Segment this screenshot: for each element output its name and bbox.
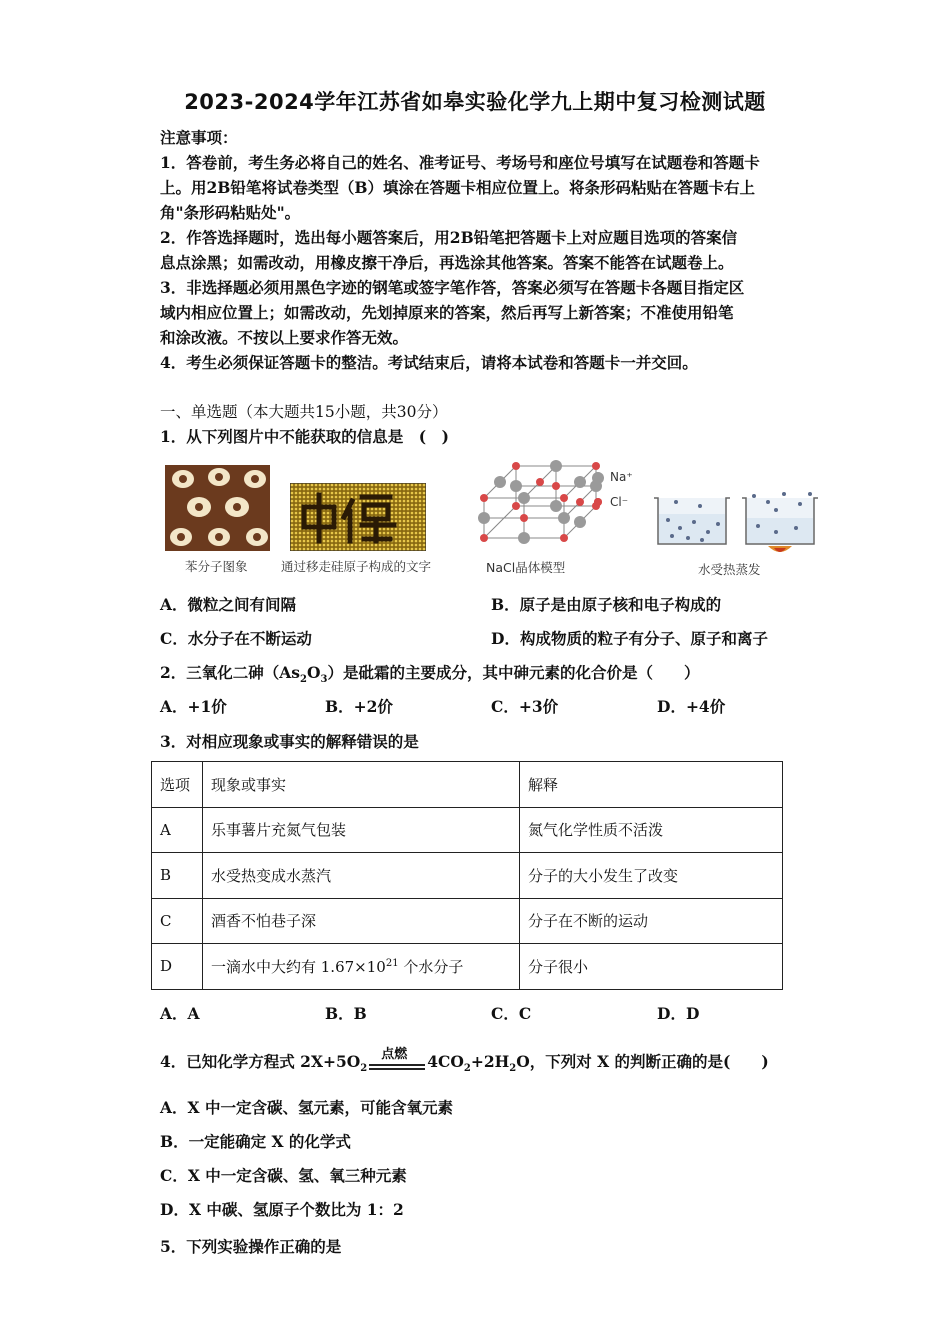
table-row — [152, 807, 783, 853]
question-5-stem: 5．下列实验操作正确的是 — [160, 1237, 342, 1256]
water-evaporation-image — [650, 488, 825, 560]
q3-option-a[interactable]: A．A — [160, 1004, 200, 1023]
q3-table — [151, 761, 783, 990]
q1-option-a[interactable]: A．微粒之间有间隔 — [160, 595, 297, 614]
question-3-stem: 3．对相应现象或事实的解释错误的是 — [160, 732, 419, 751]
table-cell: A — [152, 807, 203, 853]
table-cell: 氮气化学性质不活泼 — [520, 807, 783, 853]
figure-caption: 苯分子图象 — [185, 559, 248, 574]
notice-line: 3．非选择题必须用黑色字迹的钢笔或签字笔作答，答案必须写在答题卡各题目指定区 — [160, 278, 745, 297]
legend-cl-label: Cl⁻ — [610, 495, 629, 509]
table-cell: 一滴水中大约有 $1.67\times 10^{21}$ 个水分子 — [203, 944, 520, 990]
table-row — [152, 898, 783, 944]
benzene-image — [165, 465, 270, 551]
notice-line: 1．答卷前，考生务必将自己的姓名、准考证号、考场号和座位号填写在试题卷和答题卡 — [160, 153, 760, 172]
figure-caption: 水受热蒸发 — [698, 562, 761, 577]
q4-option-d[interactable]: D．X 中碳、氢原子个数比为 1：2 — [160, 1200, 404, 1219]
table-cell: 酒香不怕巷子深 — [203, 898, 520, 944]
notice-line: 2．作答选择题时，选出每小题答案后，用2B铅笔把答题卡上对应题目选项的答案信 — [160, 228, 738, 247]
section-heading: 一、单选题（本大题共15小题，共30分） — [160, 403, 448, 421]
table-cell: 分子在不断的运动 — [520, 898, 783, 944]
table-row — [152, 944, 783, 990]
notice-line: 息点涂黑；如需改动，用橡皮擦干净后，再选涂其他答案。答案不能答在试题卷上。 — [160, 253, 734, 272]
table-cell: B — [152, 853, 203, 899]
notice-heading: 注意事项： — [160, 128, 238, 147]
table-cell: 水受热变成水蒸汽 — [203, 853, 520, 899]
table-row — [152, 853, 783, 899]
notice-line: 4．考生必须保证答题卡的整洁。考试结束后，请将本试卷和答题卡一并交回。 — [160, 353, 698, 372]
q2-option-b[interactable]: B．+2价 — [325, 697, 393, 716]
question-2-stem: 2．三氧化二砷$(As_2O_3)$是砒霜的主要成分，其中砷元素的化合价是（ ） — [160, 663, 700, 686]
q2-option-a[interactable]: A．+1价 — [160, 697, 227, 716]
q4-option-a[interactable]: A．X 中一定含碳、氢元素，可能含氧元素 — [160, 1098, 453, 1117]
q3-option-b[interactable]: B．B — [325, 1004, 367, 1023]
legend-na-label: Na⁺ — [610, 470, 633, 484]
table-cell: 分子的大小发生了改变 — [520, 853, 783, 899]
question-1-stem: 1．从下列图片中不能获取的信息是 ( ) — [160, 427, 449, 446]
notice-line: 角"条形码粘贴处"。 — [160, 203, 301, 222]
q2-option-c[interactable]: C．+3价 — [491, 697, 559, 716]
q1-option-b[interactable]: B．原子是由原子核和电子构成的 — [491, 595, 722, 614]
table-header-cell: 现象或事实 — [203, 762, 520, 808]
notice-line: 上。用2B铅笔将试卷类型（B）填涂在答题卡相应位置上。将条形码粘贴在答题卡右上 — [160, 178, 755, 197]
q3-option-d[interactable]: D．D — [657, 1004, 700, 1023]
notice-line: 域内相应位置上；如需改动，先划掉原来的答案，然后再写上新答案；不准使用铅笔 — [160, 303, 734, 322]
q4-option-b[interactable]: B．一定能确定 X 的化学式 — [160, 1132, 351, 1151]
notice-line: 和涂改液。不按以上要求作答无效。 — [160, 328, 409, 347]
q4-option-c[interactable]: C．X 中一定含碳、氢、氧三种元素 — [160, 1166, 407, 1185]
page-title: 2023-2024学年江苏省如皋实验化学九上期中复习检测试题 — [184, 90, 766, 114]
table-header-cell: 解释 — [520, 762, 783, 808]
table-header-cell: 选项 — [152, 762, 203, 808]
q3-option-c[interactable]: C．C — [491, 1004, 532, 1023]
figure-caption: NaCl晶体模型 — [486, 560, 566, 575]
table-header-row — [152, 762, 783, 808]
table-cell: D — [152, 944, 203, 990]
table-cell: C — [152, 898, 203, 944]
reaction-condition: 点燃 — [369, 1053, 425, 1073]
table-cell: 分子很小 — [520, 944, 783, 990]
question-4-stem: 4．已知化学方程式 $2X+5O_2$ 点燃 $4CO_2+2H_2O$，下列对 X 的判断正确的是( ) — [160, 1047, 769, 1075]
q1-option-c[interactable]: C．水分子在不断运动 — [160, 629, 312, 648]
table-cell: 乐事薯片充氮气包装 — [203, 807, 520, 853]
q2-option-d[interactable]: D．+4价 — [657, 697, 726, 716]
figure-caption: 通过移走硅原子构成的文字 — [281, 559, 432, 574]
legend-markers — [592, 471, 604, 511]
q1-option-d[interactable]: D．构成物质的粒子有分子、原子和离子 — [491, 629, 768, 648]
silicon-text-image — [290, 483, 426, 551]
